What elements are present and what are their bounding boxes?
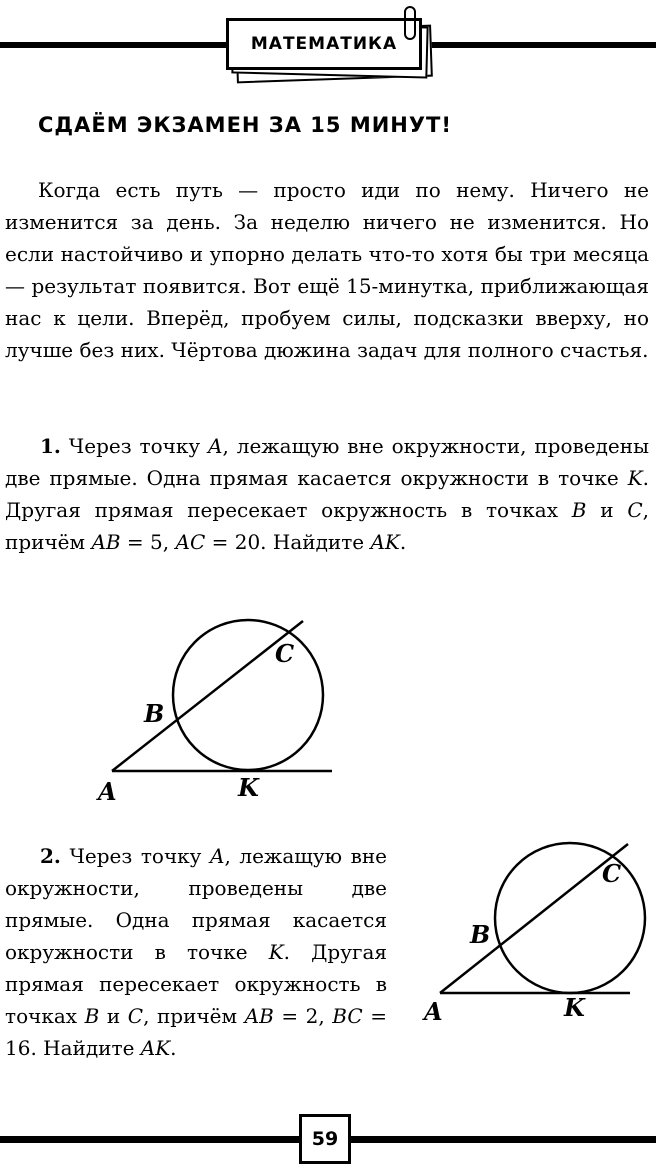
text-run: . Другая прямая пересекает окружность в точках xyxy=(5,940,387,1028)
text-run: . xyxy=(399,530,407,554)
label-c: C xyxy=(602,859,622,888)
text-run: = 16. Найдите xyxy=(5,1004,387,1060)
paperclip-icon xyxy=(404,6,416,40)
text-run: и xyxy=(586,498,628,522)
math-var: C xyxy=(127,1004,144,1028)
problem-number: 1. xyxy=(40,434,61,458)
problem-1-text xyxy=(5,430,649,558)
text-run: = 2, xyxy=(273,1004,333,1028)
text-run: = 20. Найдите xyxy=(205,530,371,554)
text-run: , причём xyxy=(5,498,649,554)
math-var: C xyxy=(627,498,643,522)
math-var: AK xyxy=(370,530,400,554)
label-k: K xyxy=(238,773,259,802)
text-run: , причём xyxy=(143,1004,245,1028)
math-var: A xyxy=(210,844,225,868)
text-run: и xyxy=(99,1004,128,1028)
math-var: B xyxy=(571,498,587,522)
figure-2-diagram xyxy=(418,830,648,1030)
label-k: K xyxy=(564,993,585,1022)
page-number: 59 xyxy=(299,1114,351,1164)
text-run: = 5, xyxy=(120,530,176,554)
section-label: МАТЕМАТИКА xyxy=(226,18,422,70)
intro-paragraph: Когда есть путь — просто иди по нему. Ничего не изменится за день. За неделю ничего не изменится. Но если настойчиво и упорно делать что-то хотя бы три месяца — результат появится. Вот ещё 15-минутка, приближающая нас к цели. Вперёд, пробуем силы, подсказки вверху, но лучше без них. Чёртова дюжина задач для полного счастья. xyxy=(5,178,649,362)
circle xyxy=(173,620,323,770)
math-var: B xyxy=(84,1004,100,1028)
math-var: AK xyxy=(140,1036,171,1060)
text-run: , лежащую вне окружности, проведены две прямые. Одна прямая касается окружности в точке xyxy=(5,434,649,490)
math-var: BC xyxy=(332,1004,363,1028)
problem-2-text xyxy=(5,840,387,1064)
label-c: C xyxy=(275,639,295,668)
text-run: . Другая прямая пересекает окружность в точках xyxy=(5,466,649,522)
label-a: A xyxy=(424,997,443,1026)
text-run: , лежащую вне окружности, проведены две прямые. Одна прямая касается окружности в точке xyxy=(5,844,388,964)
label-b: B xyxy=(144,699,165,728)
circle xyxy=(495,843,645,993)
problem-number: 2. xyxy=(40,844,61,868)
math-var: AB xyxy=(244,1004,274,1028)
math-var: K xyxy=(627,466,643,490)
text-run: Через точку xyxy=(68,434,209,458)
label-a: A xyxy=(98,777,117,806)
text-run: Через точку xyxy=(69,844,211,868)
math-var: AC xyxy=(175,530,206,554)
math-var: A xyxy=(208,434,223,458)
math-var: AB xyxy=(91,530,121,554)
secant-line xyxy=(440,844,628,993)
figure-1-diagram xyxy=(90,612,350,812)
math-var: K xyxy=(268,940,284,964)
label-b: B xyxy=(470,920,491,949)
text-run: . xyxy=(170,1036,177,1060)
page-title: СДАЁМ ЭКЗАМЕН ЗА 15 МИНУТ! xyxy=(38,113,452,137)
